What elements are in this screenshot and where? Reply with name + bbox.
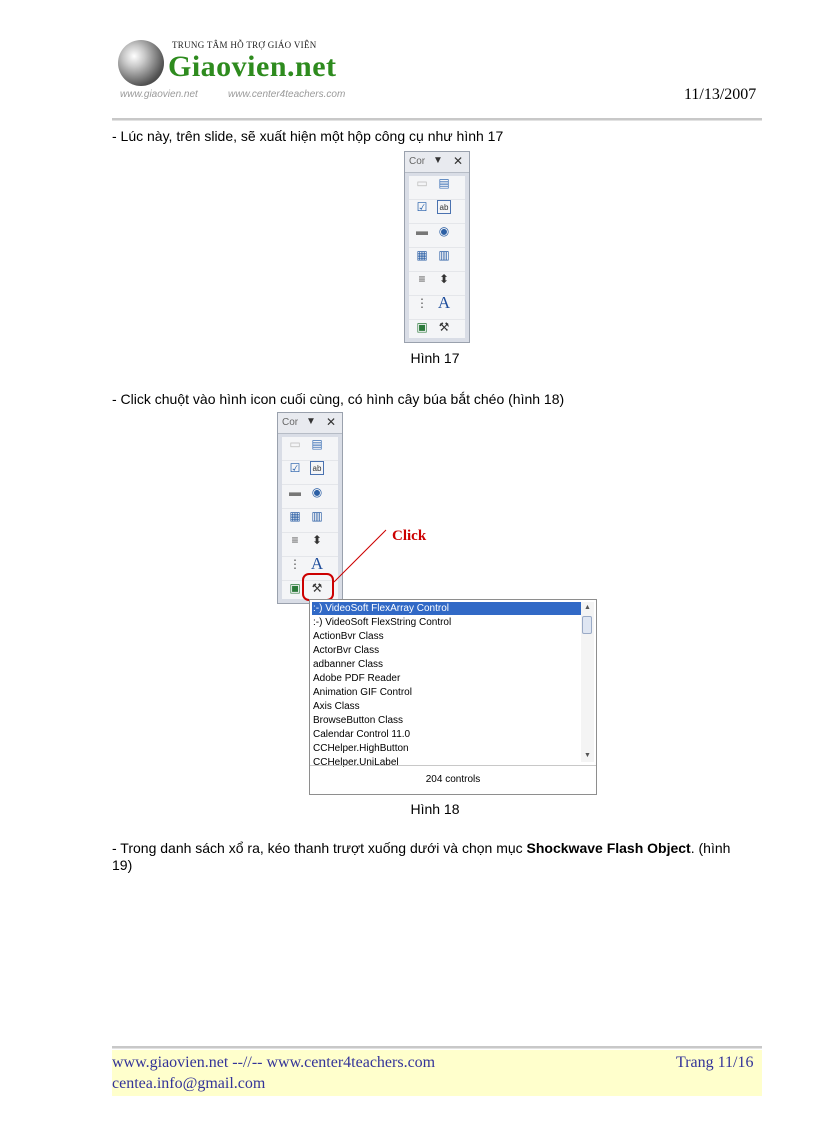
option-button-icon[interactable]: ◉ [438, 224, 450, 238]
dropdown-icon[interactable]: ▼ [306, 416, 316, 427]
combobox-icon[interactable]: ▥ [311, 509, 323, 523]
image-icon[interactable]: ▣ [289, 581, 301, 595]
image-icon[interactable]: ▣ [416, 320, 428, 334]
list-item[interactable]: ActionBvr Class [313, 631, 384, 642]
header-rule [112, 118, 762, 121]
footer-rule [112, 1046, 762, 1049]
textbox-icon[interactable]: ab [310, 461, 324, 475]
paragraph-3-bold-1: Shockwave Flash [526, 840, 644, 856]
checkbox-icon[interactable]: ☑ [289, 461, 301, 475]
list-item[interactable]: BrowseButton Class [313, 715, 404, 726]
scrollbar-icon[interactable]: ⋮ [289, 557, 301, 571]
caption-hinh-18: Hình 18 [410, 801, 460, 817]
footer-email: centea.info@gmail.com [112, 1075, 266, 1092]
annotation-arrow [330, 526, 390, 586]
list-item[interactable]: :-) VideoSoft FlexString Control [313, 617, 452, 628]
click-annotation: Click [392, 528, 427, 544]
toolbox-title: Cor [409, 156, 426, 167]
list-item[interactable]: ActorBvr Class [313, 645, 380, 656]
logo-name: Giaovien.net [168, 50, 337, 83]
more-controls-tools-icon[interactable]: ⚒ [311, 581, 323, 595]
option-button-icon[interactable]: ◉ [311, 485, 323, 499]
close-icon[interactable]: ✕ [453, 154, 464, 168]
more-controls-icon[interactable]: ▤ [311, 437, 323, 451]
scroll-down-arrow-icon[interactable]: ▼ [584, 752, 591, 759]
list-item[interactable]: adbanner Class [313, 659, 384, 670]
close-icon[interactable]: ✕ [326, 415, 337, 429]
checkbox-icon[interactable]: ☑ [416, 200, 428, 214]
toggle-button-icon[interactable]: ≡ [291, 533, 299, 547]
more-controls-list[interactable] [309, 599, 597, 795]
more-controls-tools-icon[interactable]: ⚒ [438, 320, 450, 334]
list-item[interactable]: Calendar Control 11.0 [313, 729, 411, 740]
combobox-icon[interactable]: ▥ [438, 248, 450, 262]
list-item[interactable]: Animation GIF Control [313, 687, 412, 698]
listbox-icon[interactable]: ▦ [416, 248, 428, 262]
logo-tagline: TRUNG TÂM HỖ TRỢ GIÁO VIÊN [172, 40, 317, 50]
paragraph-3-bold-2: Object [647, 840, 691, 856]
paragraph-3 [112, 840, 742, 874]
scrollbar-icon[interactable]: ⋮ [416, 296, 428, 310]
pointer-icon[interactable]: ▭ [289, 437, 301, 451]
spin-button-icon[interactable]: ⬍ [438, 272, 450, 286]
button-icon[interactable]: ▬ [289, 485, 301, 499]
list-item[interactable]: Adobe PDF Reader [313, 673, 401, 684]
footer-page-number: Trang 11/16 [676, 1054, 754, 1071]
scroll-up-arrow-icon[interactable]: ▲ [584, 604, 591, 611]
paragraph-1: - Lúc này, trên slide, sẽ xuất hiện một hộp công cụ như hình 17 [112, 128, 504, 144]
list-item[interactable]: CCHelper.HighButton [313, 743, 409, 754]
button-icon[interactable]: ▬ [416, 224, 428, 238]
spin-button-icon[interactable]: ⬍ [311, 533, 323, 547]
dropdown-icon[interactable]: ▼ [433, 155, 443, 166]
textbox-icon[interactable]: ab [437, 200, 451, 214]
toolbox-titlebar [278, 413, 342, 434]
header-date: 11/13/2007 [684, 86, 757, 103]
label-icon[interactable]: A [437, 293, 451, 312]
toggle-button-icon[interactable]: ≡ [418, 272, 426, 286]
list-item[interactable]: CCHelper.UniLabel [313, 757, 399, 768]
footer-links: www.giaovien.net --//-- www.center4teachers.com [112, 1054, 436, 1071]
logo-globe-icon [118, 40, 164, 86]
list-item[interactable]: :-) VideoSoft FlexArray Control [312, 602, 583, 615]
list-item[interactable]: Axis Class [313, 701, 360, 712]
toolbox-title: Cor [282, 417, 299, 428]
paragraph-2: - Click chuột vào hình icon cuối cùng, có hình cây búa bắt chéo (hình 18) [112, 391, 565, 407]
paragraph-3-prefix: - Trong danh sách xổ ra, kéo thanh trượt xuống dưới và chọn mục [112, 840, 527, 856]
pointer-icon[interactable]: ▭ [416, 176, 428, 190]
label-icon[interactable]: A [310, 554, 324, 573]
scroll-thumb[interactable] [582, 616, 592, 634]
list-scrollbar[interactable] [581, 602, 594, 762]
toolbox-titlebar [405, 152, 469, 173]
more-controls-icon[interactable]: ▤ [438, 176, 450, 190]
logo-url-center4teachers: www.center4teachers.com [228, 89, 346, 100]
listbox-icon[interactable]: ▦ [289, 509, 301, 523]
logo-url-giaovien: www.giaovien.net [120, 89, 198, 100]
control-toolbox-fig17 [404, 151, 470, 343]
caption-hinh-17: Hình 17 [410, 350, 460, 366]
paragraph-3-suffix: . (hình 19) [112, 840, 731, 873]
controls-count: 204 controls [310, 765, 596, 794]
